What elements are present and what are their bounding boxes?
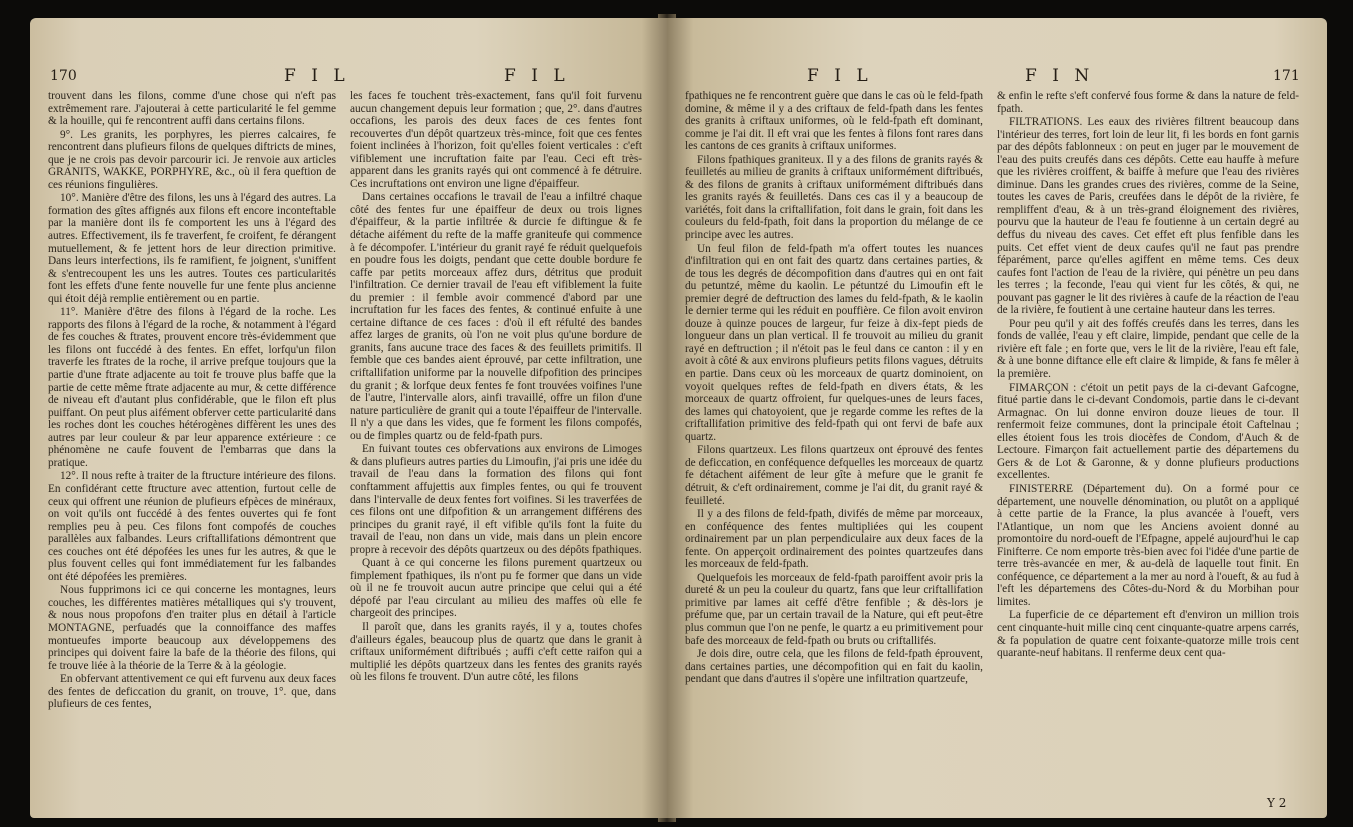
paragraph: Il paroît que, dans les granits rayés, il y a, toutes chofes d'ailleurs égales, beaucoup plus de quartz que dans le granit à criftaux uniformément diftribués ; auffi c'eft cette raifon qui a multiplié les dépôts quartzeux dans les fentes des granits rayés où les filons fe trouvent. D'un autre côté, les filons	[350, 620, 642, 684]
paragraph: fpathiques ne fe rencontrent guère que dans le cas où le feld-fpath domine, & même il y a des criftaux de feld-fpath dans les fentes des granits à criftaux uniformes, où le feld-fpath eft dominant, comme je l'ai dit. Il eft vrai que les fentes à filons font rares dans les cantons de ces granits à criftaux uniformes.	[685, 90, 983, 153]
paragraph: En obfervant attentivement ce qui eft furvenu aux deux faces des fentes de deficcation du granit, on trouve, 1°. que, dans plufieurs de ces fentes,	[48, 673, 336, 711]
paragraph: La fuperficie de ce département eft d'environ un million trois cent cinquante-huit mille cinq cent cinquante-quatre arpens carrés, & fa population de quatre cent foixante-quatorze mille trois cent quarante-neuf habitans. Il renferme deux cent qua-	[997, 609, 1299, 660]
paragraph: Filons quartzeux. Les filons quartzeux ont éprouvé des fentes de deficcation, en conféquence defquelles les morceaux de quartz fe détachent aifément de leur gîte à mefure que le granit fe détruit, & c'eft ordinairement, comme je l'ai dit, du granit rayé & feuilleté.	[685, 444, 983, 507]
paragraph: Nous fupprimons ici ce qui concerne les montagnes, leurs couches, les différentes matières métalliques qui s'y trouvent, & nous nous propofons d'en traiter plus en détail à l'article MONTAGNE, perfuadés que la connoiffance des maffes montueufes importe beaucoup aux développemens des principes qui doivent faire la bafe de la théorie des filons, qui fe trouve liée à la théorie de la Terre & à la géologie.	[48, 584, 336, 672]
paragraph: & enfin le refte s'eft confervé fous forme & dans la nature de feld-fpath.	[997, 90, 1299, 115]
paragraph: Quant à ce qui concerne les filons purement quartzeux ou fimplement fpathiques, ils n'ont pu fe former que dans un vide où il ne fe trouvoit aucun autre principe que celui qui a été dépofé par l'eau circulant au milieu des maffes où elle fe chargeoit des principes.	[350, 557, 642, 620]
left-page	[30, 18, 667, 818]
running-head-right-b: F I N	[1025, 66, 1095, 86]
paragraph: 12°. Il nous refte à traiter de la ftructure intérieure des filons. En confidérant cette ftructure avec attention, furtout celle de ceux qui offrent une réunion de plufieurs efpèces de minéraux, on voit qu'ils ont fuccédé à des fentes ouvertes qui fe font remplies peu à peu. Ces filons font compofés de couches parallèles aux falbandes. Leurs criftallifations démontrent que ces couches ont été dépofées les unes fur les autres, & que le plus fouvent celles qui font immédiatement fur les falbandes ont été dépofées les premières.	[48, 470, 336, 583]
paragraph: 11°. Manière d'être des filons à l'égard de la roche. Les rapports des filons à l'égard de la roche, & notamment à l'égard de fes couches & ftrates, prouvent encore très-évidemment que les filons ont fuccédé à des fentes. En effet, lorfqu'un filon traverfe les ftrates de la roche, il arrive prefque toujours que la partie d'une ftrate adjacente au toit fe trouve plus baffe que la partie de cette même ftrate adjacente au mur, & cette différence de niveau eft d'autant plus confidérable, que le filon eft plus puiffant. On peut plus aifément obferver cette particularité dans les roches dont les couches hétérogènes diffèrent les unes des autres par leur couleur & par leur apparence extérieure : ce phénomène ne caufe fouvent de l'embarras que dans la pratique.	[48, 306, 336, 469]
right-column-2	[997, 90, 1299, 661]
paragraph: Dans certaines occafions le travail de l'eau a infiltré chaque côté des fentes fur une épaiffeur de deux ou trois lignes d'épaiffeur, & la partie infiltrée & durcie fe diftingue & fe détache aifément du refte de la maffe graniteufe qui commence à fe décompofer. L'intérieur du granit rayé fe réduit quelquefois en poudre fous les doigts, pendant que cette double bordure fe caffe par petits morceaux affez durs, détritus que produit l'infiltration. Ce dernier travail de l'eau eft vifiblement la fuite du premier : il femble avoir commencé d'abord par une incruftation fur les faces des fentes, & continué enfuite à une certaine diftance de ces faces : d'où il eft réfulté des bandes affez larges de granits, où l'on ne voit plus qu'une bordure de granits, fans aucune trace des faces & des feuillets primitifs. Il femble que ces bandes aient éprouvé, par cette infiltration, une criftallifation uniforme par la nouvelle difpofition des principes du granit ; & lorfque deux fentes fe font trouvées voifines l'une de l'autre, l'intervalle alors, ainfi travaillé, offre un filon d'une nature particulière de granit qui a toute l'épaiffeur de l'intervalle. Il n'y a que dans les vides, que fe forment les filons compofés, ou de fimples quartz ou de feld-fpath purs.	[350, 191, 642, 442]
page-number-left: 170	[50, 68, 77, 84]
paragraph: Filons fpathiques graniteux. Il y a des filons de granits rayés & feuilletés au milieu de granits à criftaux uniformément diftribués, & des filons de granits à criftaux uniformément diftribués dans les granits rayés & feuilletés. Dans ces cas il y a beaucoup de variétés, foit dans la criftallifation, foit dans le grain, foit dans les couleurs du feld-fpath, foit dans la proportion du mélange de ce principe avec les autres.	[685, 153, 983, 242]
paragraph: Un feul filon de feld-fpath m'a offert toutes les nuances d'infiltration qui en ont fait des quartz dans certaines parties, & de tous les degrés de décompofition dans d'autres qui en ont fait du petuntzé, même du kaolin. Le pétuntzé du Limoufin eft le premier degré de deftruction des lames du feld-fpath, & le kaolin le dernier terme qui les réduit en pouffière. Ce filon avoit environ douze à quinze pouces de largeur, fur feize à dix-fept pieds de longueur dans un plan vertical. Il fe trouvoit au milieu du granit rayé en deftruction ; il n'étoit pas le feul dans ce canton : il y en avoit à côté & aux environs plufieurs petits filons vagues, détruits en partie. Dans ceux où les morceaux de quartz dominoient, on voyoit quelques reftes de feld-fpath en divers états, & les morceaux de quartz offroient, fur quelques-unes de leurs faces, des lames qui chatoyoient, que je regarde comme les reftes de la criftallifation primitive des feld-fpath qui ont fervi de bafe aux quartz.	[685, 242, 983, 443]
left-column-1	[48, 90, 336, 712]
running-head-left-a: F I L	[284, 66, 350, 86]
running-head-left-b: F I L	[504, 66, 570, 86]
paragraph: FILTRATIONS. Les eaux des rivières filtrent beaucoup dans l'intérieur des terres, fort loin de leur lit, fi les bords en font garnis par des dépôts fablonneux : on peut en juger par le mouvement de l'eau des puits creufés dans ces dépôts. Cette eau hauffe à mefure que les rivières croiffent, & baiffe à mefure que l'eau des rivières diminue. Dans les grandes crues des rivières, comme de la Seine, toutes les caves de Paris, creufées dans le dépôt de la rivière, fe rempliffent d'eau, & à un très-grand éloignement des rivières, pourvu que la hauteur de l'eau fe foutienne à un certain degré au deffus du niveau des caves. Cet effet eft plus fenfible dans les puits. Cet effet vient de deux caufes qu'il ne faut pas prendre féparément, parce qu'elles agiffent en même tems. Ces deux caufes font l'action de l'eau de la rivière, qui pénètre un peu dans les terres ; la feconde, l'eau qui vient fur les côtés, & qui, ne pouvant pas gagner le lit des rivières à caufe de la réaction de l'eau de la rivière, fe foutient à une certaine hauteur dans les terres.	[997, 116, 1299, 317]
running-head-right-a: F I L	[807, 66, 873, 86]
paragraph: Il y a des filons de feld-fpath, divifés de même par morceaux, en conféquence des fentes multipliées qui les coupent ordinairement par un plan perpendiculaire aux deux faces de la fente. On apperçoit ordinairement des pointes quartzeufes dans les morceaux de feld-fpath.	[685, 508, 983, 571]
right-column-1	[685, 90, 983, 687]
paragraph: Quelquefois les morceaux de feld-fpath paroiffent avoir pris la dureté & un peu la couleur du quartz, fans que leur criftallifation primitive par lames ait ceffé d'être fenfible ; & dès-lors je préfume que, par un certain travail de la Nature, qui eft peut-être plus commun que l'on ne penfe, le quartz a eu primitivement pour bafe des morceaux de feld-fpath ou bruts ou criftallifés.	[685, 571, 983, 647]
right-page	[667, 18, 1327, 818]
left-column-2	[350, 90, 642, 685]
paragraph: Pour peu qu'il y ait des foffés creufés dans les terres, dans les fonds de vallée, l'eau y eft claire, limpide, pendant que celle de la rivière eft fale ; en forte que, vers le lit de la rivière, l'eau eft fale, & à une bonne diftance elle eft claire & limpide, & fans fe mêler à la première.	[997, 317, 1299, 381]
paragraph: trouvent dans les filons, comme d'une chose qui n'eft pas extrêmement rare. J'ajouterai à cette particularité le fel gemme & la houille, qui fe rencontrent auffi dans certains filons.	[48, 90, 336, 128]
signature-mark: Y 2	[1267, 796, 1287, 810]
paragraph: Je dois dire, outre cela, que les filons de feld-fpath éprouvent, dans certaines parties, une décompofition qui en fait du kaolin, pendant que dans d'autres il s'opère une infiltration quartzeufe,	[685, 648, 983, 686]
paragraph: 10°. Manière d'être des filons, les uns à l'égard des autres. La formation des gîtes affignés aux filons eft encore inconteftable par la manière dont ils fe comportent les uns à l'égard des autres. Effectivement, ils fe traverfent, fe croifent, fe dérangent mutuellement, & fe jettent hors de leur direction primitive. Dans leurs interfections, ils fe ramifient, fe joignent, s'uniffent & s'entrecoupent les uns les autres. Toutes ces particularités font les effets d'une fente nouvelle fur une fente plus ancienne qui étoit déjà remplie entièrement ou en partie.	[48, 192, 336, 305]
paragraph: En fuivant toutes ces obfervations aux environs de Limoges & dans plufieurs autres parties du Limoufin, j'ai pris une idée du travail de l'eau dans la formation des filons qui font conftamment affujettis aux fimples fentes, ou qui fe trouvent dans l'intervalle de deux fentes fort voifines. Si les traverfées de ces filons ont une difpofition & un arrangement différens des principes du granit rayé, il eft vifible qu'ils font la fuite du travail de l'eau, non dans un vide, mais dans un plein encore propre à recevoir des dépôts quartzeux ou des dépôts fpathiques.	[350, 443, 642, 556]
paragraph: 9°. Les granits, les porphyres, les pierres calcaires, fe rencontrent dans plufieurs filons de quelques diftricts de mines, que je ne crois pas devoir parcourir ici. Je renvoie aux articles GRANITS, WAKKE, PORPHYRE, &c., où il fera queftion de ces réunions fingulières.	[48, 128, 336, 191]
paragraph: FIMARÇON : c'étoit un petit pays de la ci-devant Gafcogne, fitué partie dans le ci-devant Condomois, partie dans le ci-devant Armagnac. On lui donne environ douze lieues de tour. Il renfermoit feize communes, dont la principale étoit Caftelnau ; elles étoient fous les trois diocèfes de Condom, d'Auch & de Lectoure. Fimarçon fait actuellement partie des départemens du Gers & de Lot & Garonne, & y donne plufieurs productions excellentes.	[997, 381, 1299, 482]
paragraph: FINISTERRE (Département du). On a formé pour ce département, une nouvelle dénomination, ou plutôt on a appliqué à cette partie de la France, la plus avancée à l'oueft, vers l'Atlantique, un nom que les Anciens avoient donné au promontoire du nord-oueft de l'Efpagne, appelé aujourd'hui le cap Finifterre. Ce nom emporte très-bien avec foi l'idée d'une partie de terre très-avancée en mer, & au-delà de laquelle tout finit. En conféquence, ce département a la mer au nord à l'oueft, & au fud à l'eft les départemens des Côtes-du-Nord & du Morbihan pour limites.	[997, 482, 1299, 608]
paragraph: les faces fe touchent très-exactement, fans qu'il foit furvenu aucun changement depuis leur formation ; que, 2°. dans d'autres occafions, les parois des deux faces de ces fentes font recouvertes d'un dépôt quartzeux très-mince, foit que ces fentes foient inclinées à l'horizon, foit qu'elles foient verticales : c'eft vifiblement une incruftation faite par l'eau. Ceci eft très-apparent dans les granits rayés qui ont commencé à fe détruire. Ces incruftations ont environ une ligne d'épaiffeur.	[350, 90, 642, 190]
page-number-right: 171	[1273, 68, 1300, 84]
